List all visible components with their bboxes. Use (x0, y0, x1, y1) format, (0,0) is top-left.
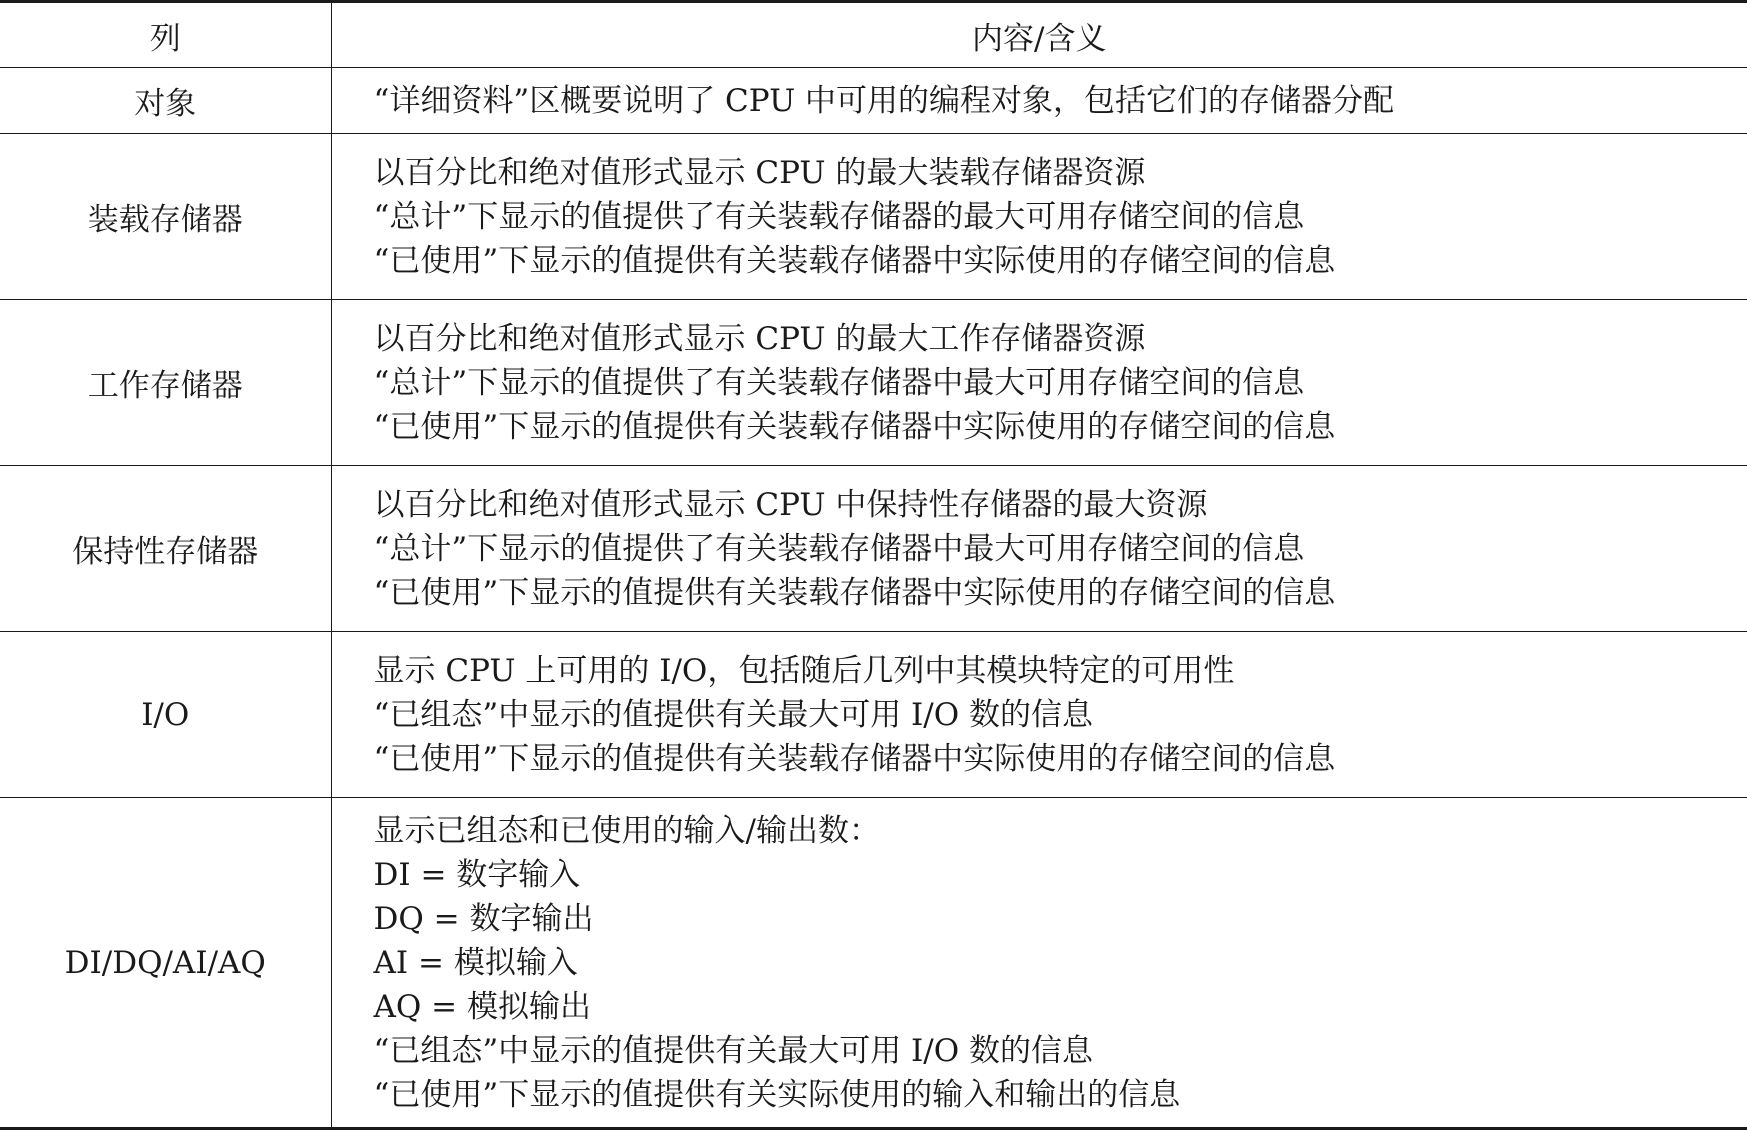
table-row (0, 798, 1747, 1129)
content-line: 以百分比和绝对值形式显示 CPU 的最大工作存储器资源 (373, 320, 1146, 357)
content-line: “已使用”下显示的值提供有关装载存储器中实际使用的存储空间的信息 (373, 740, 1336, 777)
row-label: I/O (0, 632, 331, 798)
content-line: 以百分比和绝对值形式显示 CPU 中保持性存储器的最大资源 (373, 486, 1208, 523)
content-line: “已使用”下显示的值提供有关装载存储器中实际使用的存储空间的信息 (373, 242, 1336, 279)
header-column-meaning: 内容/含义 (331, 2, 1747, 68)
content-line: AQ = 模拟输出 (373, 988, 591, 1025)
row-content (331, 134, 1747, 300)
row-content (331, 68, 1747, 134)
content-line: DI = 数字输入 (373, 856, 581, 893)
row-content (331, 300, 1747, 466)
row-label: DI/DQ/AI/AQ (0, 798, 331, 1129)
row-label: 保持性存储器 (0, 466, 331, 632)
content-line: 以百分比和绝对值形式显示 CPU 的最大装载存储器资源 (373, 154, 1146, 191)
content-line: “详细资料”区概要说明了 CPU 中可用的编程对象，包括它们的存储器分配 (373, 82, 1395, 119)
row-content (331, 632, 1747, 798)
table-row (0, 68, 1747, 134)
content-line: DQ = 数字输出 (373, 900, 594, 937)
content-line: “总计”下显示的值提供了有关装载存储器的最大可用存储空间的信息 (373, 198, 1305, 235)
table-row (0, 300, 1747, 466)
row-label: 工作存储器 (0, 300, 331, 466)
content-line: “已组态”中显示的值提供有关最大可用 I/O 数的信息 (373, 1032, 1094, 1069)
content-line: “总计”下显示的值提供了有关装载存储器中最大可用存储空间的信息 (373, 530, 1305, 567)
row-content (331, 466, 1747, 632)
table-header-row (0, 2, 1747, 68)
row-label: 装载存储器 (0, 134, 331, 300)
content-line: “总计”下显示的值提供了有关装载存储器中最大可用存储空间的信息 (373, 364, 1305, 401)
row-label: 对象 (0, 68, 331, 134)
content-line: “已使用”下显示的值提供有关装载存储器中实际使用的存储空间的信息 (373, 574, 1336, 611)
table-row (0, 134, 1747, 300)
row-content (331, 798, 1747, 1129)
content-line: AI = 模拟输入 (373, 944, 578, 981)
content-line: “已使用”下显示的值提供有关实际使用的输入和输出的信息 (373, 1076, 1181, 1113)
content-line: 显示 CPU 上可用的 I/O，包括随后几列中其模块特定的可用性 (373, 652, 1235, 689)
content-line: 显示已组态和已使用的输入/输出数： (373, 812, 880, 849)
content-line: “已组态”中显示的值提供有关最大可用 I/O 数的信息 (373, 696, 1094, 733)
table-row (0, 632, 1747, 798)
table-row (0, 466, 1747, 632)
header-column-name: 列 (0, 2, 331, 68)
content-line: “已使用”下显示的值提供有关装载存储器中实际使用的存储空间的信息 (373, 408, 1336, 445)
